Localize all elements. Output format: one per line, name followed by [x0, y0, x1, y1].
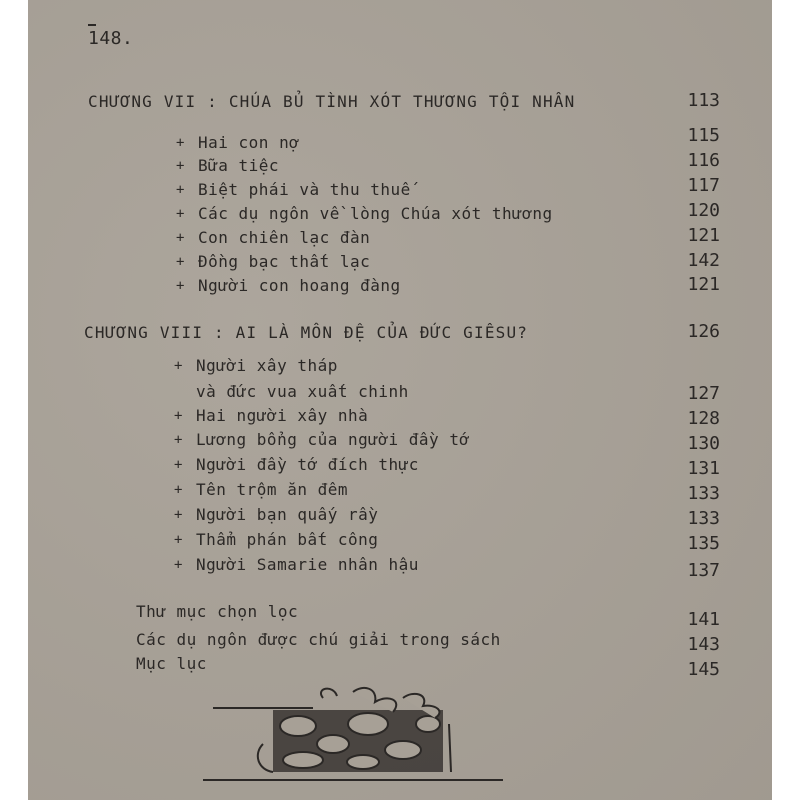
toc-entry-page: 137	[687, 560, 720, 581]
book-page	[28, 0, 772, 800]
page-number: 148.	[88, 28, 134, 49]
bullet-icon: +	[176, 206, 185, 222]
toc-entry-label: Bữa tiệc	[198, 156, 280, 175]
toc-entry-label-continued: và đức vua xuất chinh	[196, 382, 409, 401]
toc-entry-label: Mục lục	[136, 654, 207, 673]
toc-entry-label: Người xây tháp	[196, 356, 338, 375]
toc-entry-page: 141	[687, 609, 720, 630]
bullet-icon: +	[174, 532, 183, 548]
toc-entry-page: 121	[687, 274, 720, 295]
bullet-icon: +	[176, 158, 185, 174]
bullet-icon: +	[174, 457, 183, 473]
toc-entry-label: Người con hoang đàng	[198, 276, 401, 295]
toc-entry-label: Hai con nợ	[198, 133, 300, 152]
toc-entry-label: Người bạn quấy rầy	[196, 505, 379, 524]
bullet-icon: +	[174, 557, 183, 573]
toc-entry-page: 135	[687, 533, 720, 554]
toc-entry-page: 127	[687, 383, 720, 404]
toc-entry-page: 133	[687, 483, 720, 504]
chapter-8-title: CHƯƠNG VIII : AI LÀ MÔN ĐỆ CỦA ĐỨC GIÊSU?	[84, 323, 529, 342]
bullet-icon: +	[176, 135, 185, 151]
bullet-icon: +	[174, 482, 183, 498]
toc-entry-label: Các dụ ngôn được chú giải trong sách	[136, 630, 501, 649]
bullet-icon: +	[176, 278, 185, 294]
toc-entry-label: Thẩm phán bất công	[196, 530, 379, 549]
bullet-icon: +	[176, 230, 185, 246]
toc-entry-label: Biệt phái và thu thuế	[198, 180, 411, 199]
toc-entry-page: 145	[687, 659, 720, 680]
toc-entry-label: Người đầy tớ đích thực	[196, 455, 419, 474]
bullet-icon: +	[174, 358, 183, 374]
toc-entry-page: 120	[687, 200, 720, 221]
toc-entry-label: Các dụ ngôn về lòng Chúa xót thương	[198, 204, 553, 223]
floral-ornament-icon	[203, 684, 503, 784]
bullet-icon: +	[174, 432, 183, 448]
toc-entry-label: Đồng bạc thất lạc	[198, 252, 371, 271]
toc-entry-page: 131	[687, 458, 720, 479]
toc-entry-page: 133	[687, 508, 720, 529]
bullet-icon: +	[174, 507, 183, 523]
toc-entry-label: Tên trộm ăn đêm	[196, 480, 348, 499]
toc-entry-label: Người Samarie nhân hậu	[196, 555, 419, 574]
chapter-7-title: CHƯƠNG VII : CHÚA BỦ TÌNH XÓT THƯƠNG TỘI NHÂN	[88, 92, 576, 111]
toc-entry-label: Con chiên lạc đàn	[198, 228, 371, 247]
toc-entry-page: 117	[687, 175, 720, 196]
page-number-mark	[88, 24, 96, 26]
toc-entry-page: 142	[687, 250, 720, 271]
bullet-icon: +	[176, 182, 185, 198]
chapter-7-page: 113	[687, 90, 720, 111]
toc-entry-page: 121	[687, 225, 720, 246]
toc-entry-label: Thư mục chọn lọc	[136, 602, 299, 621]
toc-entry-page: 130	[687, 433, 720, 454]
bullet-icon: +	[176, 254, 185, 270]
toc-entry-page: 115	[687, 125, 720, 146]
toc-entry-label: Hai người xây nhà	[196, 406, 369, 425]
toc-entry-page: 116	[687, 150, 720, 171]
chapter-8-page: 126	[687, 321, 720, 342]
toc-entry-label: Lương bổng của người đầy tớ	[196, 430, 470, 449]
toc-entry-page: 128	[687, 408, 720, 429]
toc-entry-page: 143	[687, 634, 720, 655]
bullet-icon: +	[174, 408, 183, 424]
